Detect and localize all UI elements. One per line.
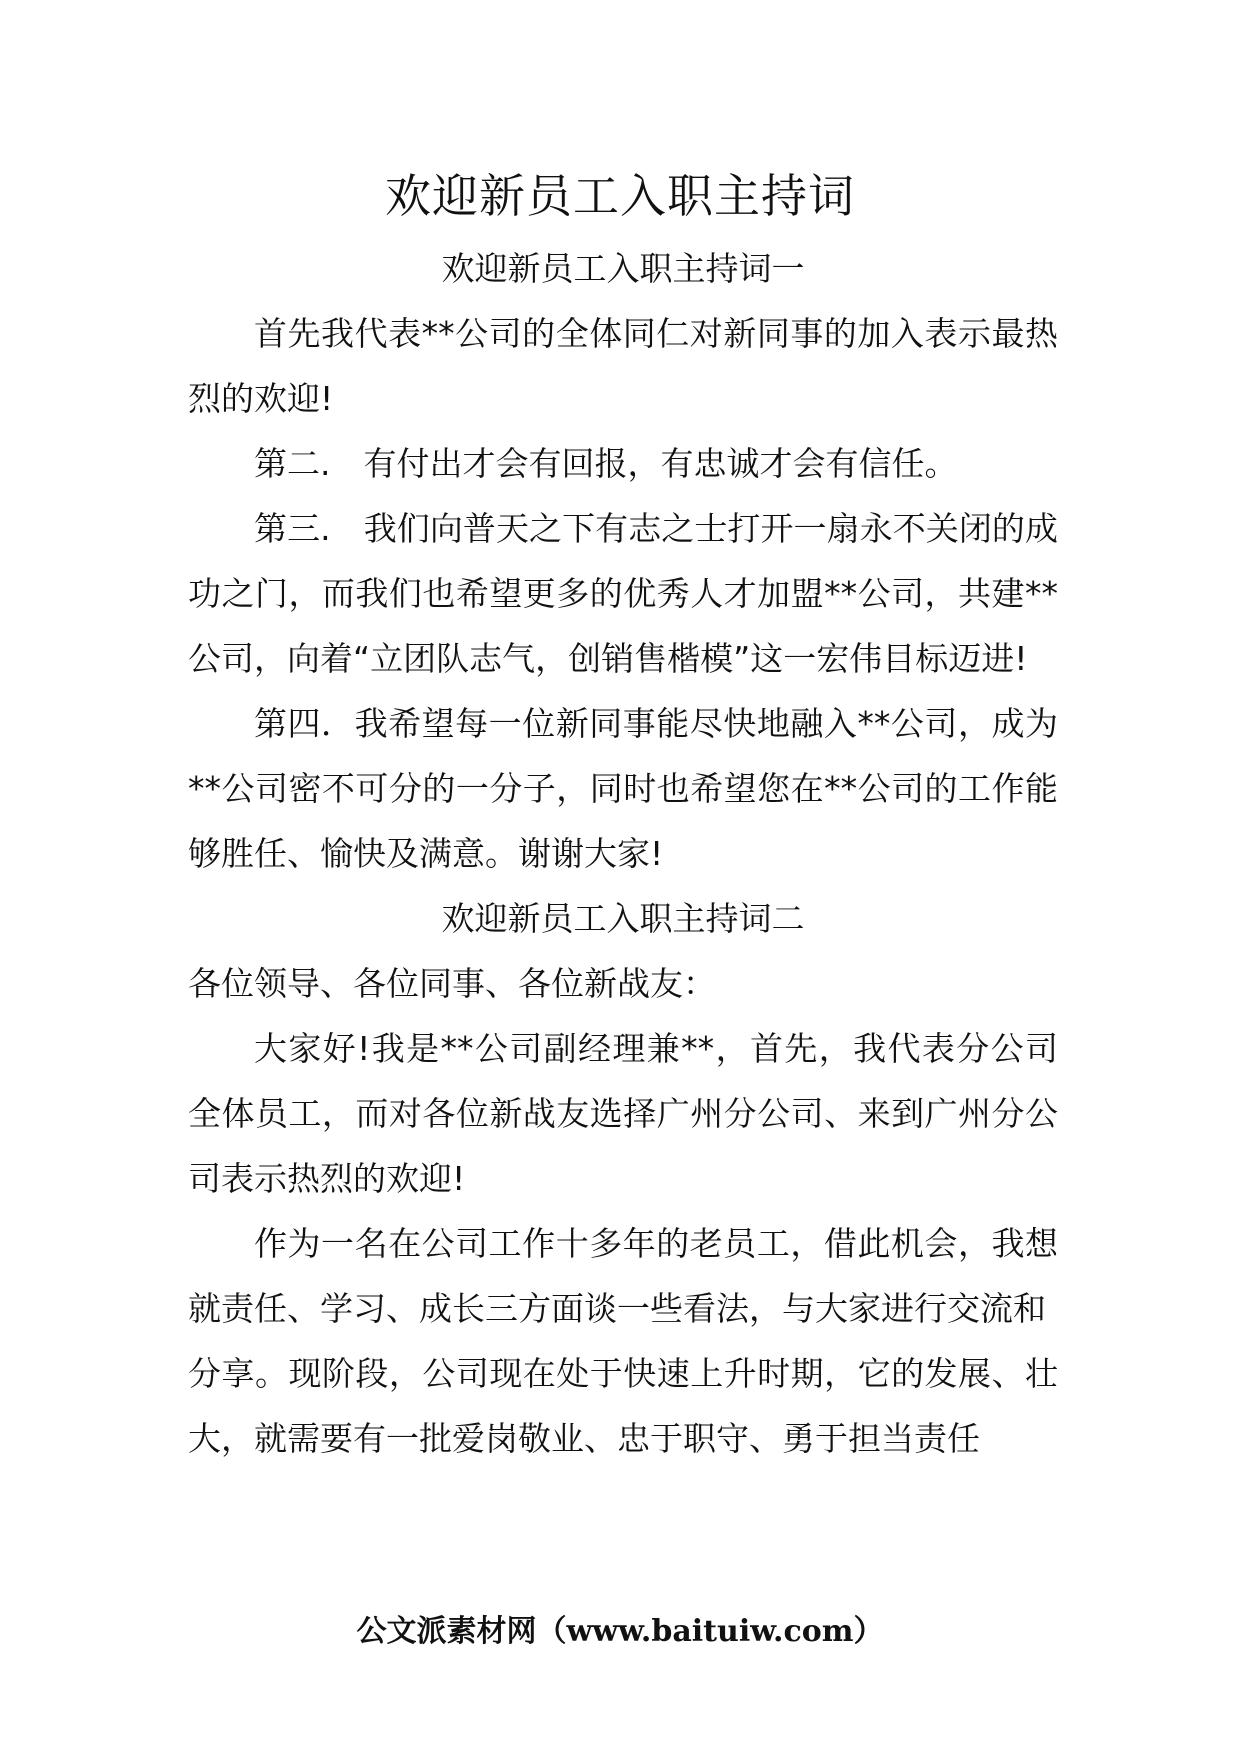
footer-watermark: 公文派素材网（www.baituiw.com） [356, 1614, 884, 1649]
document-title: 欢迎新员工入职主持词 [385, 169, 855, 223]
paragraph-greeting: 大家好!我是**公司副经理兼**，首先，我代表分公司全体员工，而对各位新战友选择广州分公司、来到广州分公司表示热烈的欢迎! [188, 1029, 1058, 1198]
paragraph-share: 分享。现阶段，公司现在处于快速上升时期，它的发展、壮大，就需要有一批爱岗敬业、忠于职守、勇于担当责任 [188, 1354, 1058, 1458]
document-body [188, 236, 1058, 1471]
section-1-heading: 欢迎新员工入职主持词一 [441, 249, 805, 288]
salutation: 各位领导、各位同事、各位新战友： [188, 964, 716, 1003]
paragraph-welcome: 首先我代表**公司的全体同仁对新同事的加入表示最热烈的欢迎! [188, 314, 1058, 418]
paragraph-fourth: 第四．我希望每一位新同事能尽快地融入**公司，成为**公司密不可分的一分子，同时也希望您在**公司的工作能够胜任、愉快及满意。谢谢大家! [188, 704, 1058, 873]
paragraph-third: 第三. 我们向普天之下有志之士打开一扇永不关闭的成功之门，而我们也希望更多的优秀人才加盟**公司，共建**公司，向着“立团队志气，创销售楷模”这一宏伟目标迈进! [188, 509, 1058, 678]
paragraph-second: 第二. 有付出才会有回报，有忠诚才会有信任。 [254, 444, 958, 483]
section-2-heading: 欢迎新员工入职主持词二 [441, 899, 805, 938]
paragraph-veteran: 作为一名在公司工作十多年的老员工，借此机会，我想就责任、学习、成长三方面谈一些看法，与大家进行交流和 [188, 1224, 1058, 1328]
